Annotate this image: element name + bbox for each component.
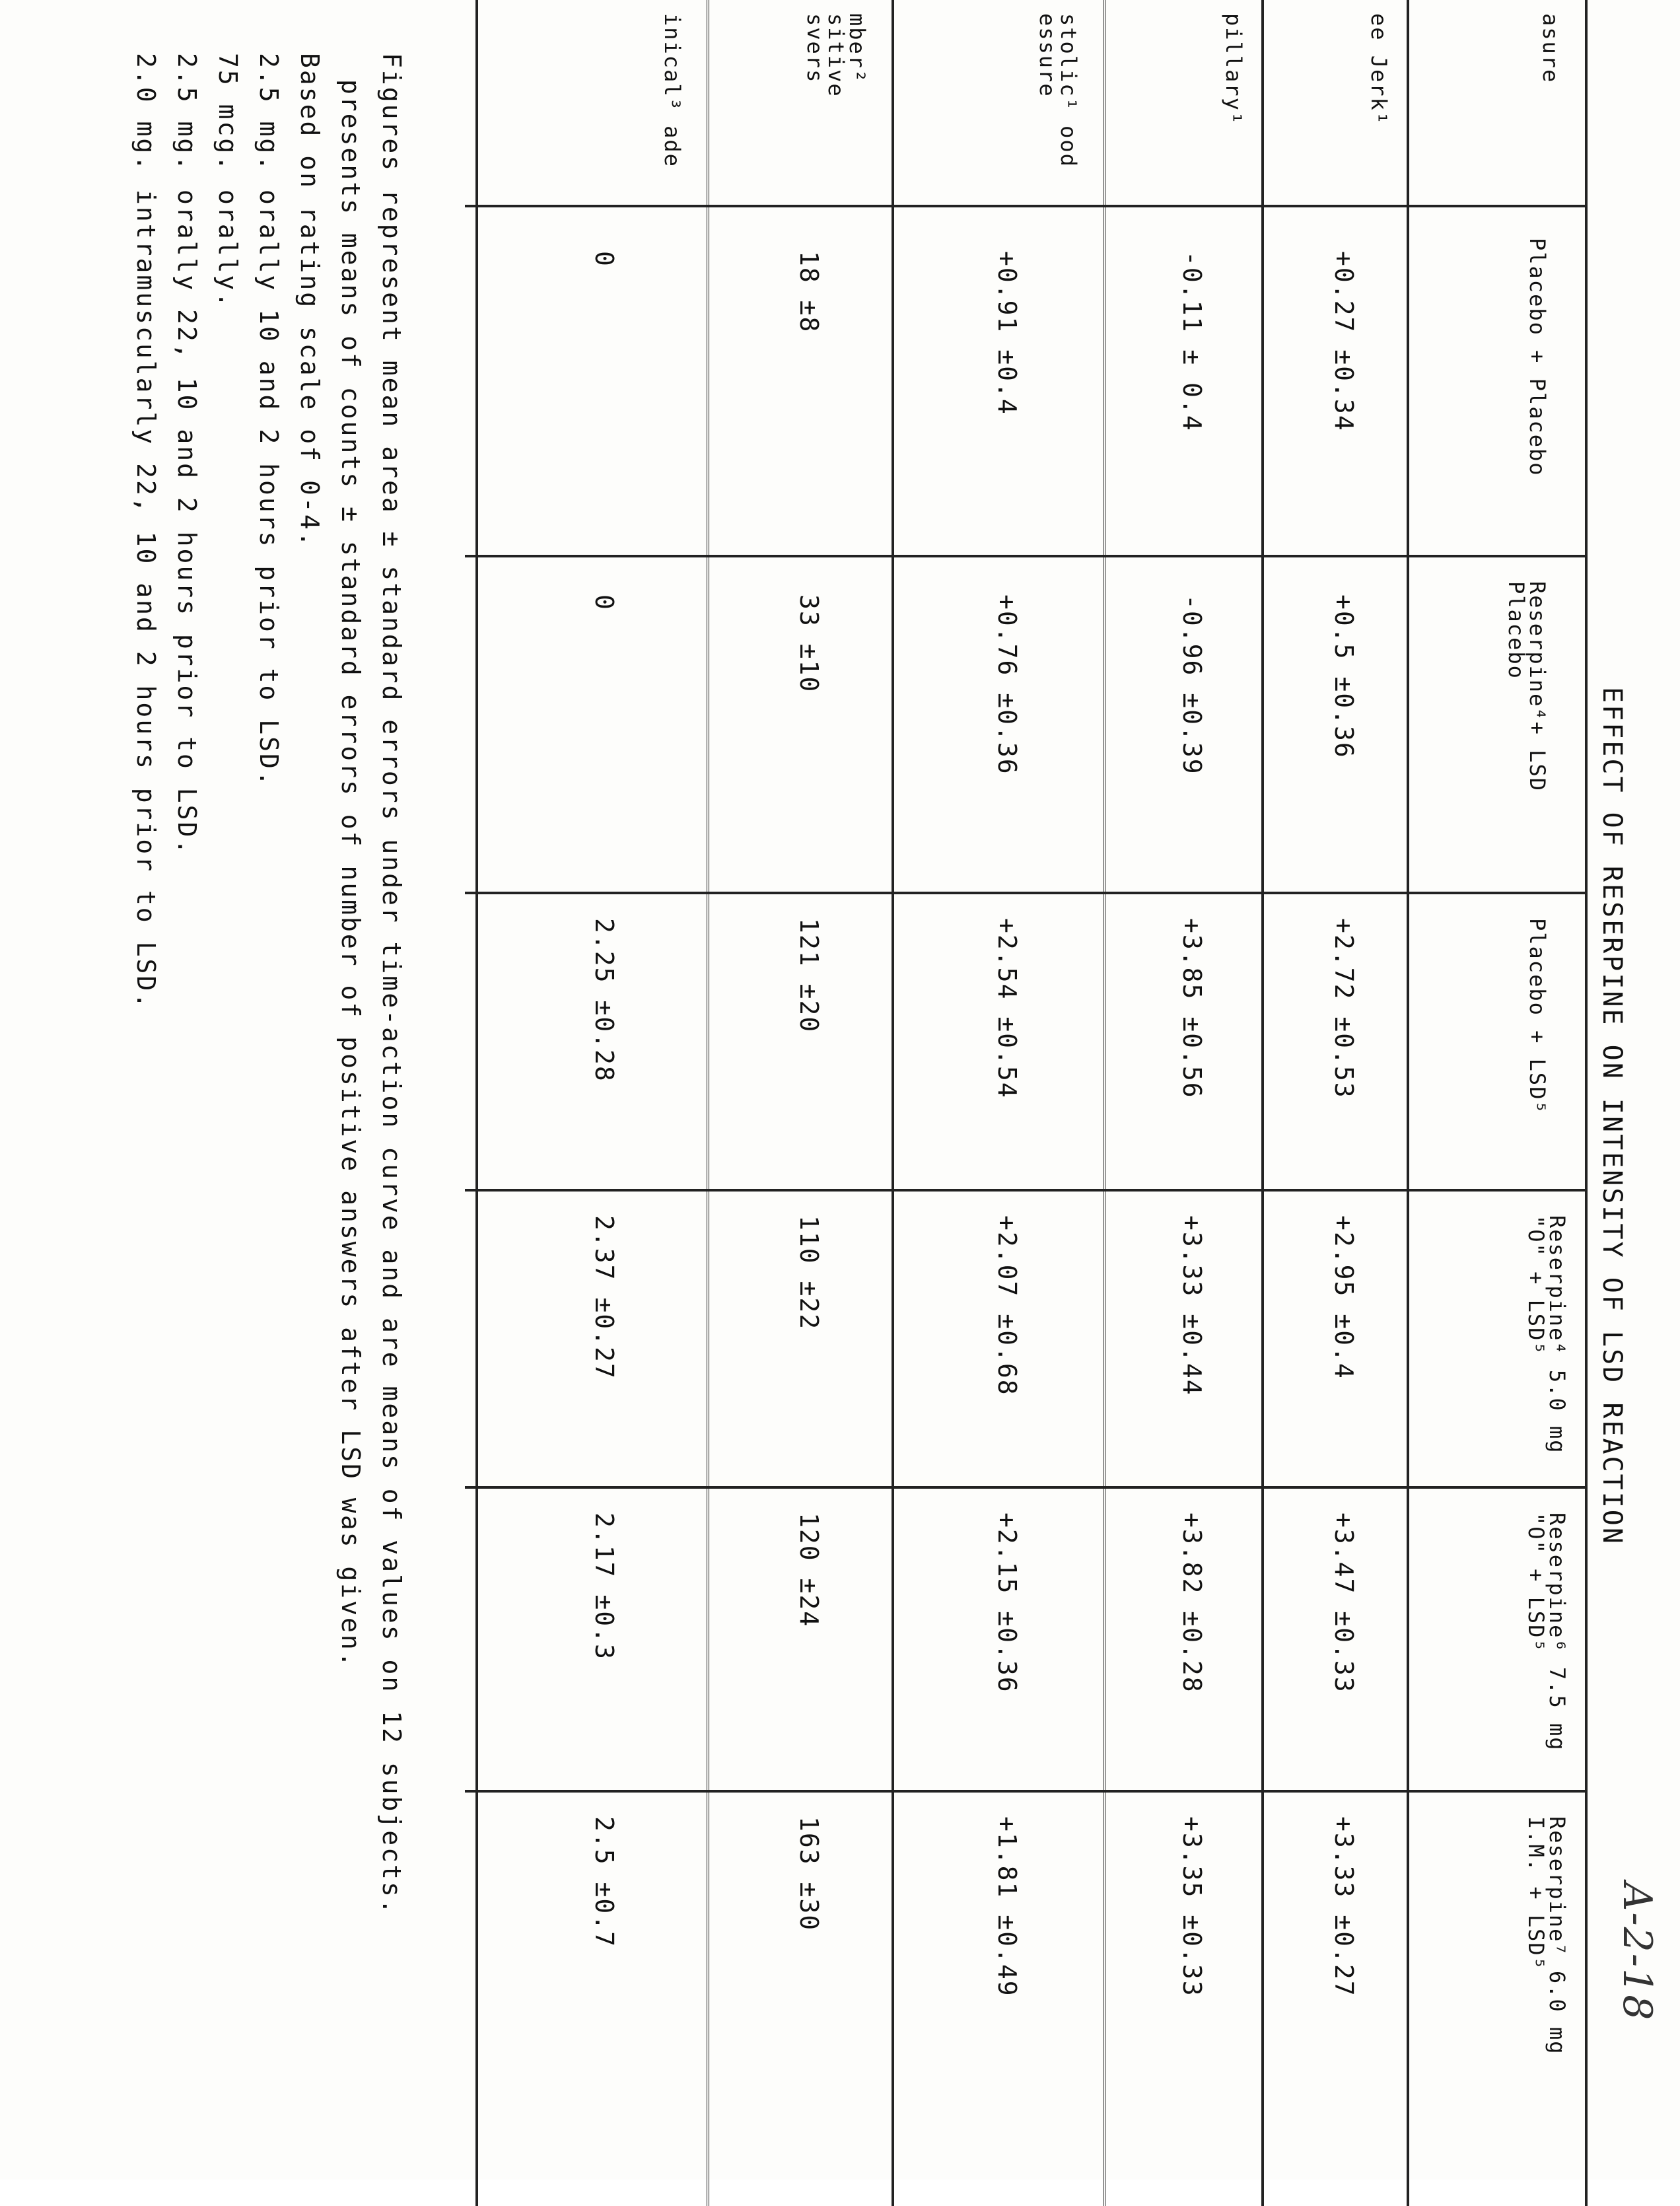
row-label-clinical-grade: inical³ ade — [660, 13, 685, 168]
table-cell: +2.72 ±0.53 — [1329, 918, 1358, 1099]
table-cell: +3.33 ±0.44 — [1177, 1215, 1207, 1396]
column-header: Placebo + Placebo — [1525, 238, 1550, 477]
table-cell: +2.07 ±0.68 — [993, 1215, 1022, 1396]
table-cell: +3.33 ±0.27 — [1329, 1816, 1358, 1997]
row-divider-double — [1099, 0, 1105, 2206]
footnote: 2.0 mg. intramuscularly 22, 10 and 2 hours prior to LSD. — [131, 53, 160, 1011]
table-cell: +3.47 ±0.33 — [1329, 1512, 1358, 1693]
table-cell: 0 — [590, 594, 619, 611]
row-label-knee-jerk: ee Jerk¹ — [1366, 13, 1391, 126]
table-cell: 33 ±10 — [794, 594, 823, 694]
table-cell: 0 — [590, 251, 619, 267]
column-divider — [465, 892, 1588, 894]
row-label-measure: asure — [1538, 13, 1563, 84]
row-label-pupillary: pillary¹ — [1221, 13, 1246, 126]
table-cell: 2.17 ±0.3 — [590, 1512, 619, 1660]
table-cell: +2.95 ±0.4 — [1329, 1215, 1358, 1380]
table-cell: +1.81 ±0.49 — [993, 1816, 1022, 1997]
column-header: Reserpine⁷ 6.0 mg I.M. + LSD⁵ — [1523, 1816, 1570, 2055]
document-title: EFFECT OF RESERPINE ON INTENSITY OF LSD REACTION — [1597, 687, 1627, 1546]
table-cell: 18 ±8 — [794, 251, 823, 334]
table-cell: +2.54 ±0.54 — [993, 918, 1022, 1099]
row-divider — [1407, 0, 1409, 2206]
footnote: 75 mcg. orally. — [213, 53, 242, 310]
handwritten-page-mark: A-2-18 — [1614, 1882, 1660, 2022]
table-rule — [1585, 0, 1588, 2206]
row-divider-double — [703, 0, 709, 2206]
column-header: Reserpine⁶ 7.5 mg "O" + LSD⁵ — [1523, 1512, 1570, 1752]
table-cell: +3.85 ±0.56 — [1177, 918, 1207, 1099]
results-table — [465, 0, 1588, 2206]
column-divider — [465, 555, 1588, 557]
table-cell: -0.96 ±0.39 — [1177, 594, 1207, 775]
column-header: Reserpine⁴ 5.0 mg "O" + LSD⁵ — [1523, 1215, 1570, 1454]
table-cell: +0.76 ±0.36 — [993, 594, 1022, 775]
table-cell: 2.25 ±0.28 — [590, 918, 619, 1083]
column-header: Placebo + LSD⁵ — [1525, 918, 1550, 1115]
footnotes — [125, 53, 412, 2100]
table-cell: +2.15 ±0.36 — [993, 1512, 1022, 1693]
column-divider — [465, 1189, 1588, 1192]
table-cell: -0.11 ± 0.4 — [1177, 251, 1207, 432]
table-cell: +3.35 ±0.33 — [1177, 1816, 1207, 1997]
table-cell: 2.5 ±0.7 — [590, 1816, 619, 1948]
table-cell: 120 ±24 — [794, 1512, 823, 1628]
row-divider — [892, 0, 894, 2206]
row-label-number-positive-answers: mber² sitive svers — [802, 13, 870, 98]
footnote: 2.5 mg. orally 22, 10 and 2 hours prior to LSD. — [172, 53, 201, 857]
column-divider — [465, 1790, 1588, 1793]
table-cell: 2.37 ±0.27 — [590, 1215, 619, 1380]
row-divider — [1261, 0, 1264, 2206]
column-divider — [465, 205, 1588, 207]
table-cell: 110 ±22 — [794, 1215, 823, 1331]
table-cell: 121 ±20 — [794, 918, 823, 1034]
column-header: Reserpine⁴+ LSD Placebo — [1504, 581, 1550, 792]
column-divider — [465, 1486, 1588, 1489]
row-label-systolic-blood-pressure: stolic¹ ood essure — [1035, 13, 1081, 168]
table-cell: +3.82 ±0.28 — [1177, 1512, 1207, 1693]
footnote: Figures represent mean area ± standard errors under time-action curve and are means of values on 12 subjects. — [377, 53, 406, 1916]
footnote: Based on rating scale of 0-4. — [295, 53, 324, 549]
table-cell: +0.5 ±0.36 — [1329, 594, 1358, 759]
footnote: 2.5 mg. orally 10 and 2 hours prior to LSD. — [254, 53, 283, 788]
table-cell: +0.91 ±0.4 — [993, 251, 1022, 415]
footnote: presents means of counts ± standard errors of number of positive answers after LSD was given. — [336, 79, 365, 1669]
table-cell: +0.27 ±0.34 — [1329, 251, 1358, 432]
table-cell: 163 ±30 — [794, 1816, 823, 1932]
row-divider — [475, 0, 478, 2206]
